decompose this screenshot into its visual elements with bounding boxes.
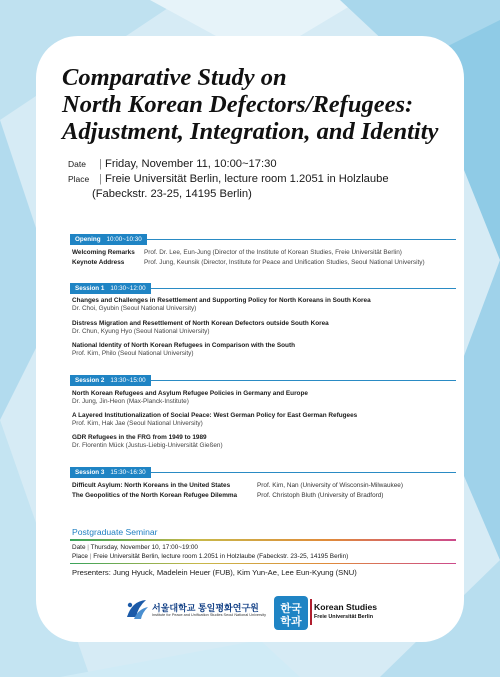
session1-badge: Session 1 10:30~12:00 bbox=[70, 283, 151, 294]
title-line-1: Comparative Study on bbox=[62, 64, 287, 91]
ks-title: Korean Studies bbox=[314, 602, 378, 612]
session3-talk-2-title: The Geopolitics of the North Korean Refugee Dilemma bbox=[72, 492, 238, 499]
poster-title bbox=[62, 64, 452, 145]
postgrad-presenters: Presenters: Jung Hyuck, Madelein Heuer (FUB), Kim Yun-Ae, Lee Eun-Kyung (SNU) bbox=[72, 568, 357, 577]
postgrad-divider-2 bbox=[70, 563, 456, 564]
postgrad-divider bbox=[70, 539, 456, 541]
svg-text:학과: 학과 bbox=[280, 615, 302, 628]
session2-talk-2: A Layered Institutionalization of Social Peace: West German Policy for East German Refugees Prof. Kim, Hak Jae (Seoul National University) bbox=[72, 412, 358, 428]
ks-subtitle: Freie Universität Berlin bbox=[314, 614, 374, 620]
session2-talk-1: North Korean Refugees and Asylum Refugee Policies in Germany and Europe Dr. Jung, Jin-Heon (Max-Planck-Institute) bbox=[72, 390, 308, 406]
ks-divider bbox=[310, 599, 312, 625]
session1-talk-3: National Identity of North Korean Refugees in Comparison with the South Prof. Kim, Philo (Seoul National University) bbox=[72, 342, 295, 358]
korean-studies-logo-icon bbox=[274, 596, 308, 630]
date-label: Date bbox=[68, 159, 86, 169]
opening-badge: Opening 10:00~10:30 bbox=[70, 234, 147, 245]
svg-text:한국: 한국 bbox=[280, 602, 302, 615]
session3-talk-2-speaker: Prof. Christoph Bluth (University of Bradford) bbox=[257, 492, 384, 499]
snu-english-name: Institute for Peace and Unification Studies Seoul National University bbox=[152, 613, 266, 617]
date-value: Friday, November 11, 10:00~17:30 bbox=[105, 158, 277, 170]
postgrad-place: Place | Freie Universität Berlin, lecture room 1.2051 in Holzlaube (Fabeckstr. 23-25, 14195 Berlin) bbox=[72, 553, 349, 560]
place-value-2: (Fabeckstr. 23-25, 14195 Berlin) bbox=[92, 188, 252, 200]
session1-talk-2: Distress Migration and Resettlement of North Korean Defectors outside South Korea Dr. Chun, Kyung Hyo (Seoul National University) bbox=[72, 320, 329, 336]
snu-emblem-icon bbox=[124, 597, 150, 621]
event-info: Date | Friday, November 11, 10:00~17:30 Place | Freie Universität Berlin, lecture room 1.2051 in Holzlaube (Fabeckstr. 23-25, 14195 Berlin) bbox=[68, 158, 389, 200]
postgrad-title: Postgraduate Seminar bbox=[72, 527, 158, 537]
session2-badge: Session 2 13:30~15:00 bbox=[70, 375, 151, 386]
session3-talk-1-speaker: Prof. Kim, Nan (University of Wisconsin-Milwaukee) bbox=[257, 482, 403, 489]
session3-talk-1-title: Difficult Asylum: North Koreans in the United States bbox=[72, 482, 231, 489]
postgrad-date: Date | Thursday, November 10, 17:00~19:00 bbox=[72, 544, 198, 551]
title-line-3: Adjustment, Integration, and Identity bbox=[62, 118, 439, 145]
place-label: Place bbox=[68, 174, 90, 184]
opening-row-2: Keynote Address Prof. Jung, Keunsik (Director, Institute for Peace and Unification Studies, Seoul National University) bbox=[72, 259, 425, 266]
place-value-1: Freie Universität Berlin, lecture room 1.2051 in Holzlaube bbox=[105, 173, 389, 185]
session1-talk-1: Changes and Challenges in Resettlement and Supporting Policy for North Koreans in South Korea Dr. Choi, Gyubin (Seoul National University) bbox=[72, 297, 371, 313]
opening-row-1: Welcoming Remarks Prof. Dr. Lee, Eun-Jung (Director of the Institute of Korean Studies, Freie Universität Berlin) bbox=[72, 249, 402, 256]
session3-badge: Session 3 15:30~16:30 bbox=[70, 467, 151, 478]
session2-talk-3: GDR Refugees in the FRG from 1949 to 1989 Dr. Florentin Mück (Justus-Liebig-Universität Gießen) bbox=[72, 434, 223, 450]
title-line-2: North Korean Defectors/Refugees: bbox=[62, 91, 414, 118]
snu-korean-name: 서울대학교 통일평화연구원 bbox=[152, 603, 259, 613]
